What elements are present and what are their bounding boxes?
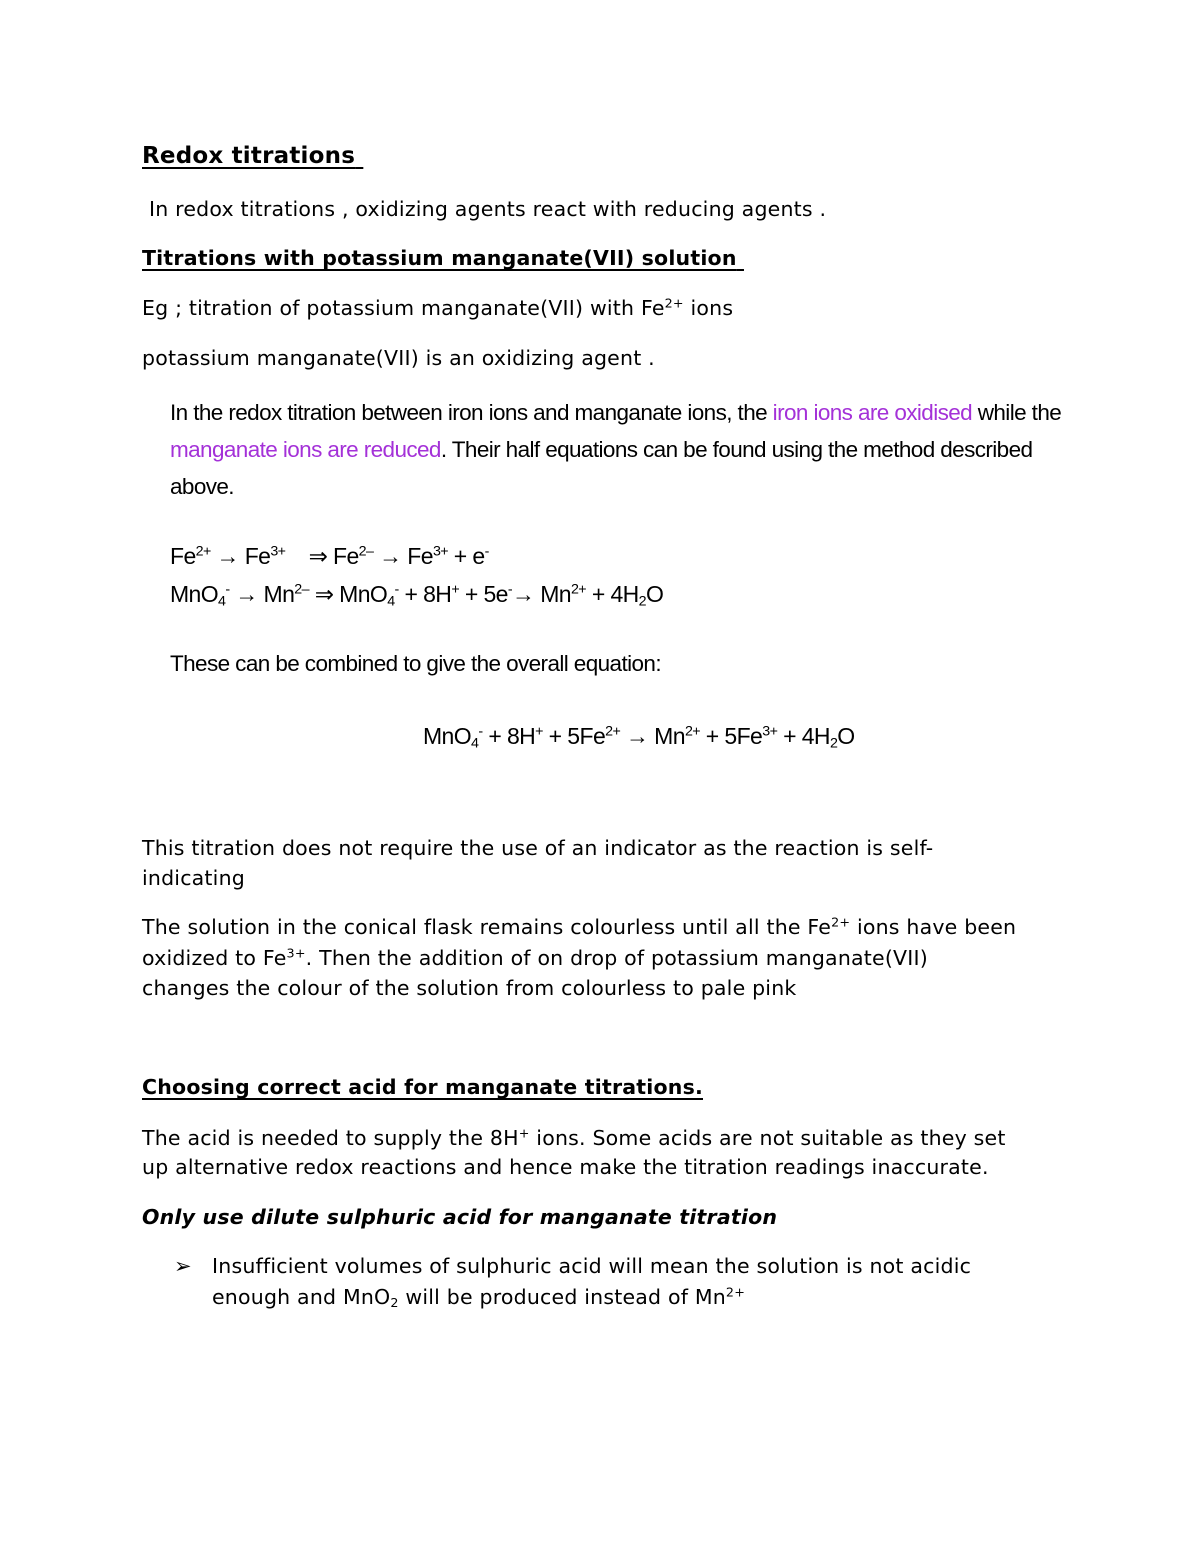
- figure-para-line-1: In the redox titration between iron ions and manganate ions, the iron ions are oxidised while the: [170, 400, 1062, 425]
- intro-text: In redox titrations , oxidizing agents react with reducing agents .: [149, 197, 827, 221]
- half-equation-manganate: $MnO_4^- \to Mn^{2-}$ ⇒ $MnO_4^- + 8H^+ + 5e^-\to Mn^{2+} + 4H_2O$: [170, 581, 664, 610]
- figure-para-line-3: above.: [170, 474, 234, 499]
- emphasis-line: Only use dilute sulphuric acid for manganate titration: [142, 1205, 778, 1229]
- oxidizing-agent-line: potassium manganate(VII) is an oxidizing agent .: [142, 346, 655, 370]
- combined-text: These can be combined to give the overall equation:: [170, 651, 661, 676]
- example-line: Eg ; titration of potassium manganate(VII) with $Fe^{2+}$ ions: [142, 295, 734, 320]
- page-title: Redox titrations: [142, 143, 356, 169]
- solution-line-3: changes the colour of the solution from colourless to pale pink: [142, 976, 797, 1000]
- section-heading-acid: Choosing correct acid for manganate titrations.: [142, 1075, 703, 1099]
- acid-para-line-2: up alternative redox reactions and hence make the titration readings inaccurate.: [142, 1155, 989, 1179]
- arrowhead-bullet-icon: ➢: [174, 1254, 192, 1278]
- acid-para-line-1: The acid is needed to supply the 8H+ ions. Some acids are not suitable as they set: [142, 1125, 1006, 1150]
- half-equation-iron: $Fe^{2+} \to Fe^{3+}$ ⇒ $Fe^{2-} \to Fe^{3+} + e^-$: [170, 543, 489, 569]
- solution-line-2: oxidized to $Fe^{3+}$. Then the addition of on drop of potassium manganate(VII): [142, 945, 928, 970]
- indicator-line-1: This titration does not require the use of an indicator as the reaction is self-: [142, 836, 934, 860]
- solution-line-1: The solution in the conical flask remains colourless until all the $Fe^{2+}$ ions have been: [142, 914, 1017, 939]
- figure-para-line-2: manganate ions are reduced. Their half equations can be found using the method described: [170, 437, 1033, 462]
- oxidised-highlight: iron ions are oxidised: [772, 400, 973, 425]
- section-heading-permanganate: Titrations with potassium manganate(VII) solution: [142, 246, 737, 270]
- overall-equation: $MnO_4^- + 8H^+ + 5Fe^{2+} \to Mn^{2+} + 5Fe^{3+} + 4H_2O$: [423, 723, 855, 752]
- indicator-line-2: indicating: [142, 866, 245, 890]
- bullet-line-2: enough and MnO$_2$ will be produced instead of $Mn^{2+}$: [212, 1284, 746, 1311]
- reduced-highlight: manganate ions are reduced: [170, 437, 441, 462]
- bullet-line-1: Insufficient volumes of sulphuric acid will mean the solution is not acidic: [212, 1254, 972, 1278]
